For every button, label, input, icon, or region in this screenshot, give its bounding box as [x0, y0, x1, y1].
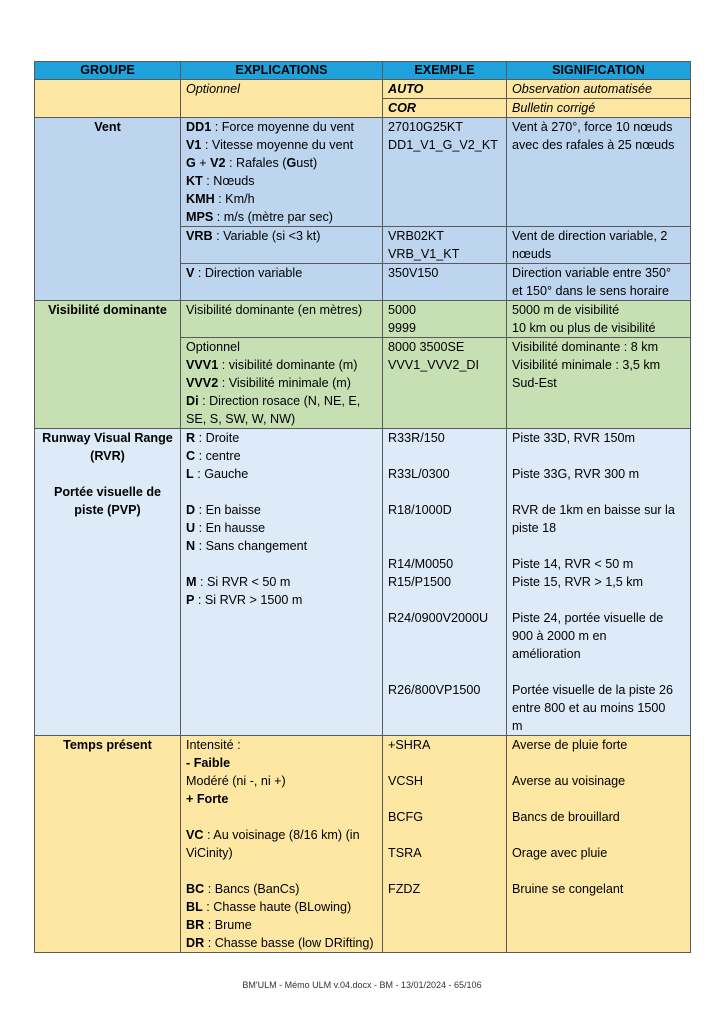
temps-examples	[383, 736, 507, 953]
visibilite-signif-1: 5000 m de visibilité 10 km ou plus de visibilité	[507, 301, 691, 338]
optional-explication: Optionnel	[181, 80, 383, 118]
rvr-code-line: M : Si RVR < 50 m	[186, 575, 291, 589]
rvr-explications	[181, 429, 383, 736]
cell-line: FZDZ	[388, 882, 421, 896]
cell-line: BCFG	[388, 810, 423, 824]
header-signification: SIGNIFICATION	[507, 62, 691, 80]
visibilite-row-1	[35, 301, 691, 338]
temps-row	[35, 736, 691, 953]
cell-line	[388, 519, 501, 537]
rvr-code-line: P : Si RVR > 1500 m	[186, 593, 303, 607]
cell-line	[388, 627, 501, 645]
rvr-examples	[383, 429, 507, 736]
cell-line: R14/M0050	[388, 557, 454, 571]
cell-line	[388, 790, 501, 808]
cell-line	[388, 862, 501, 880]
rvr-code-line: C : centre	[186, 449, 241, 463]
cell-line: Bruine se congelant	[512, 882, 624, 896]
cell-line: Piste 24, portée visuelle de	[512, 611, 664, 625]
cell-line: entre 800 et au moins 1500	[512, 701, 666, 715]
cell-line: Portée visuelle de la piste 26	[512, 683, 674, 697]
vent-row-1	[35, 118, 691, 227]
visibilite-signif-2: Visibilité dominante : 8 km Visibilité minimale : 3,5 km Sud-Est	[507, 338, 691, 429]
cell-line: R24/0900V2000U	[388, 611, 489, 625]
optional-example-auto: AUTO	[383, 80, 507, 99]
cell-line	[512, 754, 685, 772]
cell-line: +SHRA	[388, 738, 431, 752]
cell-line: 900 à 2000 m en	[512, 629, 607, 643]
cell-line: R18/1000D	[388, 503, 452, 517]
page-footer: BM'ULM - Mémo ULM v.04.docx - BM - 13/01/2024 - 65/106	[242, 980, 482, 990]
cell-line: amélioration	[512, 647, 581, 661]
cell-line	[512, 862, 685, 880]
vent-signif-2: Vent de direction variable, 2 nœuds	[507, 227, 691, 264]
cell-line: Averse au voisinage	[512, 774, 626, 788]
header-row	[35, 62, 691, 80]
rvr-row	[35, 429, 691, 736]
optional-signif-auto: Observation automatisée	[507, 80, 691, 99]
cell-line	[388, 447, 501, 465]
cell-line: RVR de 1km en baisse sur la	[512, 503, 675, 517]
cell-line	[512, 447, 685, 465]
vent-explication-2: VRB : Variable (si <3 kt)	[181, 227, 383, 264]
visibilite-example-2: 8000 3500SE VVV1_VVV2_DI	[383, 338, 507, 429]
cell-line: R15/P1500	[388, 575, 452, 589]
vent-explication-3: V : Direction variable	[181, 264, 383, 301]
cell-line	[388, 663, 501, 681]
rvr-code-line: N : Sans changement	[186, 539, 308, 553]
temps-explications: Intensité : - Faible Modéré (ni -, ni +) + Forte VC : Au voisinage (8/16 km) (in ViCinity) BC : Bancs (BanCs) BL : Chasse haute (BLowing) BR : Brume DR : Chasse basse (low DRifting)	[181, 736, 383, 953]
cell-line: R33L/0300	[388, 467, 450, 481]
rvr-code-line	[186, 483, 377, 501]
cell-line	[388, 754, 501, 772]
vent-group: Vent	[35, 118, 181, 301]
rvr-code-line: U : En hausse	[186, 521, 266, 535]
cell-line: VCSH	[388, 774, 423, 788]
cell-line	[388, 483, 501, 501]
cell-line	[512, 483, 685, 501]
optional-example-cor: COR	[383, 99, 507, 118]
cell-line: Piste 15, RVR > 1,5 km	[512, 575, 644, 589]
visibilite-group: Visibilité dominante	[35, 301, 181, 429]
cell-line	[512, 790, 685, 808]
cell-line: Bancs de brouillard	[512, 810, 620, 824]
cell-line	[388, 591, 501, 609]
rvr-code-line: D : En baisse	[186, 503, 261, 517]
optional-signif-cor: Bulletin corrigé	[507, 99, 691, 118]
cell-line: Piste 14, RVR < 50 m	[512, 557, 634, 571]
visibilite-explication-1: Visibilité dominante (en mètres)	[181, 301, 383, 338]
cell-line: Piste 33G, RVR 300 m	[512, 467, 640, 481]
rvr-code-line: L : Gauche	[186, 467, 249, 481]
temps-significations	[507, 736, 691, 953]
cell-line	[512, 537, 685, 555]
cell-line: Piste 33D, RVR 150m	[512, 431, 635, 445]
cell-line	[388, 826, 501, 844]
optional-row-1	[35, 80, 691, 99]
cell-line	[512, 826, 685, 844]
vent-signif-1: Vent à 270°, force 10 nœuds avec des rafales à 25 nœuds	[507, 118, 691, 227]
vent-example-2: VRB02KT VRB_V1_KT	[383, 227, 507, 264]
rvr-code-line: R : Droite	[186, 431, 240, 445]
cell-line	[512, 591, 685, 609]
cell-line: R33R/150	[388, 431, 445, 445]
cell-line	[388, 537, 501, 555]
cell-line	[388, 645, 501, 663]
header-groupe: GROUPE	[35, 62, 181, 80]
rvr-significations	[507, 429, 691, 736]
temps-group: Temps présent	[35, 736, 181, 953]
header-exemple: EXEMPLE	[383, 62, 507, 80]
vent-explication-1: DD1 : Force moyenne du vent V1 : Vitesse moyenne du vent G + V2 : Rafales (Gust) KT : Nœuds KMH : Km/h MPS : m/s (mètre par sec)	[181, 118, 383, 227]
rvr-code-line	[186, 555, 377, 573]
cell-line	[512, 663, 685, 681]
cell-line: Averse de pluie forte	[512, 738, 628, 752]
memo-table	[34, 61, 691, 953]
rvr-group: Runway Visual Range (RVR) Portée visuelle de piste (PVP)	[35, 429, 181, 736]
optional-group-cell	[35, 80, 181, 118]
vent-example-3: 350V150	[383, 264, 507, 301]
vent-example-1: 27010G25KT DD1_V1_G_V2_KT	[383, 118, 507, 227]
visibilite-explication-2: Optionnel VVV1 : visibilité dominante (m) VVV2 : Visibilité minimale (m) Di : Direction rosace (N, NE, E, SE, S, SW, W, NW)	[181, 338, 383, 429]
cell-line: Orage avec pluie	[512, 846, 608, 860]
cell-line: TSRA	[388, 846, 422, 860]
vent-signif-3: Direction variable entre 350° et 150° dans le sens horaire	[507, 264, 691, 301]
cell-line: m	[512, 719, 523, 733]
cell-line: R26/800VP1500	[388, 683, 481, 697]
header-explications: EXPLICATIONS	[181, 62, 383, 80]
cell-line: piste 18	[512, 521, 557, 535]
visibilite-example-1: 5000 9999	[383, 301, 507, 338]
